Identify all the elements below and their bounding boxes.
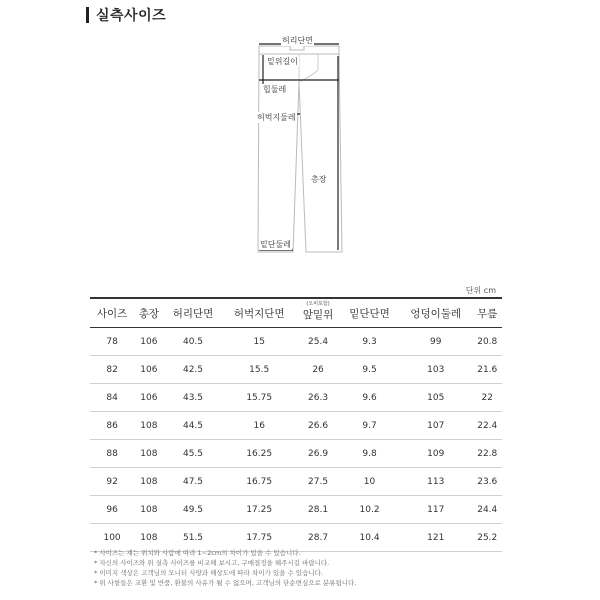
table-cell: 26.6: [296, 412, 340, 440]
table-row: [90, 412, 502, 440]
header-knee: 무릎: [473, 298, 503, 328]
table-cell: 26: [296, 356, 340, 384]
page-title: 실측사이즈: [96, 8, 167, 24]
table-cell: 43.5: [164, 384, 223, 412]
pants-measurement-diagram: [0, 0, 600, 270]
table-cell: 99: [399, 328, 473, 356]
thigh-label: 허벅지둘레: [257, 113, 296, 122]
table-cell: 9.3: [340, 328, 399, 356]
table-cell: 106: [134, 328, 163, 356]
table-cell: 16: [222, 412, 296, 440]
table-cell: 25.4: [296, 328, 340, 356]
table-cell: 27.5: [296, 468, 340, 496]
hip-label: 힙둘레: [263, 85, 287, 94]
table-cell: 15.75: [222, 384, 296, 412]
table-cell: 88: [90, 440, 134, 468]
table-cell: 108: [134, 496, 163, 524]
header-hem: 밑단단면: [340, 298, 399, 328]
table-cell: 106: [134, 356, 163, 384]
table-cell: 17.25: [222, 496, 296, 524]
table-cell: 26.3: [296, 384, 340, 412]
table-cell: 109: [399, 440, 473, 468]
header-thigh: 허벅지단면: [222, 298, 296, 328]
note-item: * 위 사항들은 교환 및 반품, 환불의 사유가 될 수 없으며, 고객님의 단순변심으로 분류됩니다.: [94, 579, 357, 587]
table-cell: 28.7: [296, 524, 340, 552]
note-item: * 이미지 색상은 고객님의 모니터 사양과 해상도에 따라 차이가 있을 수 있습니다.: [94, 569, 323, 577]
table-cell: 10: [340, 468, 399, 496]
table-body: [90, 328, 502, 552]
table-cell: 84: [90, 384, 134, 412]
table-cell: 113: [399, 468, 473, 496]
table-cell: 47.5: [164, 468, 223, 496]
table-cell: 44.5: [164, 412, 223, 440]
table-cell: 25.2: [473, 524, 503, 552]
table-cell: 117: [399, 496, 473, 524]
unit-label: 단위 cm: [465, 286, 496, 295]
table-cell: 16.25: [222, 440, 296, 468]
table-cell: 24.4: [473, 496, 503, 524]
table-row: [90, 356, 502, 384]
front-rise-note: (오비포함): [306, 300, 330, 307]
table-cell: 108: [134, 412, 163, 440]
table-cell: 16.75: [222, 468, 296, 496]
table-cell: 20.8: [473, 328, 503, 356]
table-cell: 108: [134, 524, 163, 552]
table-cell: 22.8: [473, 440, 503, 468]
table-cell: 51.5: [164, 524, 223, 552]
length-label: 총장: [311, 175, 327, 184]
table-row: [90, 328, 502, 356]
table-row: [90, 468, 502, 496]
table-row: [90, 440, 502, 468]
table-cell: 49.5: [164, 496, 223, 524]
table-cell: 26.9: [296, 440, 340, 468]
notes-list: [94, 548, 514, 588]
note-item: * 사이즈는 재는 위치와 사람에 따라 1~2cm의 차이가 있을 수 있습니다.: [94, 549, 301, 557]
header-hip: 엉덩이둘레: [399, 298, 473, 328]
table-cell: 15.5: [222, 356, 296, 384]
table-cell: 15: [222, 328, 296, 356]
table-cell: 17.75: [222, 524, 296, 552]
table-cell: 23.6: [473, 468, 503, 496]
header-front-rise: [296, 298, 340, 328]
table-cell: 107: [399, 412, 473, 440]
table-cell: 78: [90, 328, 134, 356]
front-rise-label: 앞밑위: [302, 308, 334, 321]
table-cell: 22.4: [473, 412, 503, 440]
table-cell: 9.8: [340, 440, 399, 468]
size-table: [90, 297, 502, 552]
table-row: [90, 496, 502, 524]
table-cell: 105: [399, 384, 473, 412]
table-cell: 108: [134, 468, 163, 496]
waist-label: 허리단면: [282, 36, 313, 45]
table-cell: 92: [90, 468, 134, 496]
table-row: [90, 384, 502, 412]
header-size: 사이즈: [90, 298, 134, 328]
table-cell: 103: [399, 356, 473, 384]
table-cell: 82: [90, 356, 134, 384]
table-cell: 106: [134, 384, 163, 412]
table-cell: 108: [134, 440, 163, 468]
table-cell: 22: [473, 384, 503, 412]
table-cell: 100: [90, 524, 134, 552]
table-cell: 86: [90, 412, 134, 440]
table-cell: 9.5: [340, 356, 399, 384]
hem-label: 밑단둘레: [260, 240, 291, 249]
table-cell: 96: [90, 496, 134, 524]
table-header-row: [90, 298, 502, 328]
note-item: * 자신의 사이즈와 위 실측 사이즈를 비교해 보시고, 구매결정을 해주시길 바랍니다.: [94, 559, 330, 567]
table-cell: 121: [399, 524, 473, 552]
table-cell: 40.5: [164, 328, 223, 356]
rise-label: 밑위길이: [267, 57, 298, 66]
table-cell: 9.6: [340, 384, 399, 412]
table-cell: 10.4: [340, 524, 399, 552]
header-length: 총장: [134, 298, 163, 328]
table-cell: 9.7: [340, 412, 399, 440]
table-cell: 21.6: [473, 356, 503, 384]
table-cell: 42.5: [164, 356, 223, 384]
table-cell: 28.1: [296, 496, 340, 524]
table-cell: 45.5: [164, 440, 223, 468]
table-cell: 10.2: [340, 496, 399, 524]
header-waist: 허리단면: [164, 298, 223, 328]
